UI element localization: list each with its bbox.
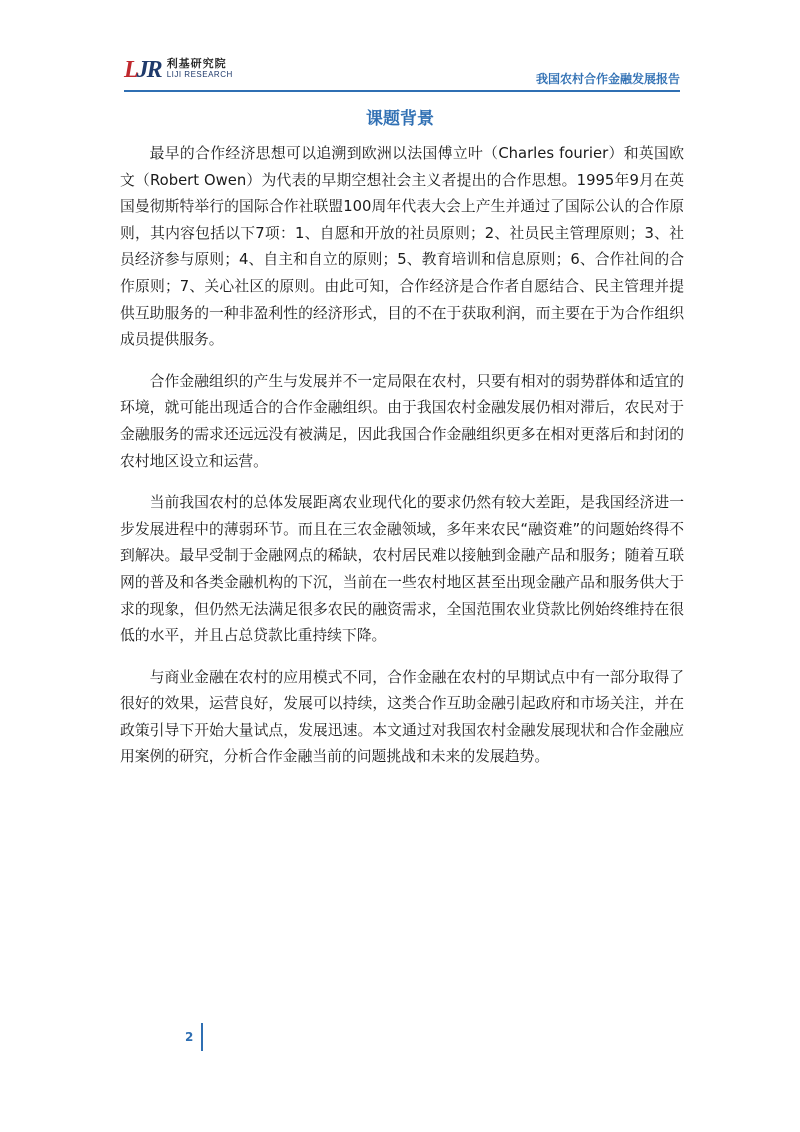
page-footer [185,1023,203,1051]
report-title: 我国农村合作金融发展报告 [535,72,680,86]
logo-chinese-name: 利基研究院 [166,57,227,70]
paragraph-4: 与商业金融在农村的应用模式不同，合作金融在农村的早期试点中有一部分取得了很好的效果，运营良好，发展可以持续，这类合作互助金融引起政府和市场关注，并在政策引导下开始大量试点，发展迅速。本文通过对我国农村金融发展现状和合作金融应用案例的研究，分析合作金融当前的问题挑战和未来的发展趋势。 [120,668,684,766]
header-divider [124,90,680,92]
page-number: 2 [185,1030,194,1044]
footer-divider [201,1023,203,1051]
section-heading: 课题背景 [366,109,434,129]
page-header [124,58,680,92]
logo-english-name: LIJI RESEARCH [166,70,233,79]
logo-text [167,58,233,80]
body-text [120,141,684,786]
paragraph-1: 最早的合作经济思想可以追溯到欧洲以法国傅立叶（Charles fourier）和英国欧文（Robert Owen）为代表的早期空想社会主义者提出的合作思想。1995年9月在英国曼彻斯特举行的国际合作社联盟100周年代表大会上产生并通过了国际公认的合作原则，其内容包括以下7项：1、自愿和开放的社员原则；2、社员民主管理原则；3、社员经济参与原则；4、自主和自立的原则；5、教育培训和信息原则；6、合作社间的合作原则；7、关心社区的原则。由此可知，合作经济是合作者自愿结合、民主管理并提供互助服务的一种非盈利性的经济形式，目的不在于获取利润，而主要在于为合作组织成员提供服务。 [120,145,684,349]
logo-mark: LJR [124,57,161,83]
paragraph-2: 合作金融组织的产生与发展并不一定局限在农村，只要有相对的弱势群体和适宜的环境，就可能出现适合的合作金融组织。由于我国农村金融发展仍相对滞后，农民对于金融服务的需求还远远没有被满足，因此我国合作金融组织更多在相对更落后和封闭的农村地区设立和运营。 [120,372,684,470]
paragraph-3: 当前我国农村的总体发展距离农业现代化的要求仍然有较大差距，是我国经济进一步发展进程中的薄弱环节。而且在三农金融领域，多年来农民“融资难”的问题始终得不到解决。最早受制于金融网点的稀缺，农村居民难以接触到金融产品和服务；随着互联网的普及和各类金融机构的下沉，当前在一些农村地区甚至出现金融产品和服务供大于求的现象，但仍然无法满足很多农民的融资需求，全国范围农业贷款比例始终维持在很低的水平，并且占总贷款比重持续下降。 [120,494,684,645]
logo [124,58,233,82]
